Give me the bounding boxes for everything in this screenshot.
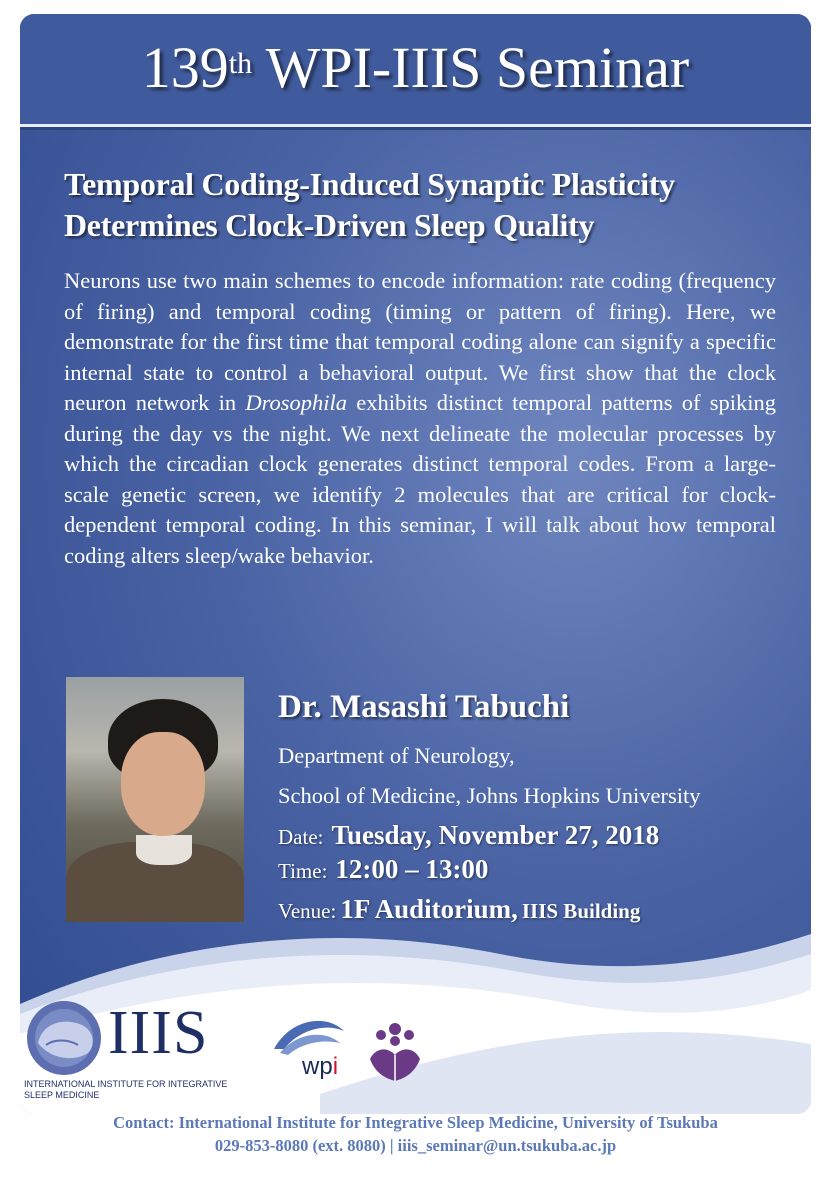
speaker-name: Dr. Masashi Tabuchi — [278, 689, 570, 725]
time-value: 12:00 – 13:00 — [335, 854, 489, 884]
logo-row — [20, 999, 811, 1114]
abstract-text-2: exhibits distinct temporal patterns of spiking during the day vs the night. We next delineate the molecular processes by which the circadian clock generates distinct temporal codes. From a large-scale genetic screen, we identify 2 molecules that are critical for clock-dependent temporal coding. In this seminar, I will talk about how temporal coding alters sleep/wake behavior. — [64, 390, 776, 568]
seminar-poster — [20, 14, 811, 1114]
date-row — [278, 820, 659, 851]
abstract-species: Drosophila — [245, 390, 348, 415]
iiis-logo-text: IIIS — [108, 999, 209, 1067]
contact-line-1: Contact: International Institute for Integrative Sleep Medicine, University of Tsukuba — [113, 1113, 718, 1132]
abstract-text-1: Neurons use two main schemes to encode information: rate coding (frequency of firing) and temporal coding (timing or pattern of firing). Here, we demonstrate for the first time that temporal coding alone can signify a specific internal state to control a behavioral output. We first show that the clock neuron network in — [64, 268, 776, 415]
time-label: Time: — [278, 859, 328, 883]
photo-face — [121, 732, 205, 836]
talk-title — [64, 164, 784, 246]
iiis-subtitle-line-1: INTERNATIONAL INSTITUTE FOR INTEGRATIVE — [24, 1079, 228, 1089]
speaker-affiliation-1: Department of Neurology, — [278, 743, 515, 768]
speaker-photo — [66, 677, 244, 922]
wpi-logo-text: wpi — [302, 1053, 339, 1080]
seminar-ordinal: th — [228, 47, 253, 80]
contact-line-2: 029-853-8080 (ext. 8080) | iiis_seminar@un.tsukuba.ac.jp — [214, 1136, 617, 1155]
photo-collar — [136, 835, 192, 865]
paulownia-crest-icon — [366, 1019, 424, 1083]
venue-building: IIIS Building — [521, 899, 641, 923]
iiis-subtitle — [24, 1079, 274, 1101]
venue-label: Venue: — [278, 899, 337, 923]
venue-value: 1F Auditorium, — [340, 894, 518, 924]
talk-title-line-2: Determines Clock-Driven Sleep Quality — [64, 207, 595, 243]
talk-title-line-1: Temporal Coding-Induced Synaptic Plasticity — [64, 166, 675, 202]
speaker-affiliation-2: School of Medicine, Johns Hopkins University — [278, 783, 701, 808]
seminar-title — [20, 36, 811, 100]
iiis-brain-icon — [24, 999, 120, 1077]
time-row — [278, 854, 488, 885]
title-bar — [20, 14, 811, 127]
date-value: Tuesday, November 27, 2018 — [331, 820, 660, 850]
seminar-title-rest: WPI-IIIS Seminar — [252, 35, 690, 100]
abstract — [64, 266, 776, 571]
seminar-number: 139 — [141, 35, 229, 100]
date-label: Date: — [278, 825, 324, 849]
iiis-subtitle-line-2: SLEEP MEDICINE — [24, 1090, 100, 1100]
